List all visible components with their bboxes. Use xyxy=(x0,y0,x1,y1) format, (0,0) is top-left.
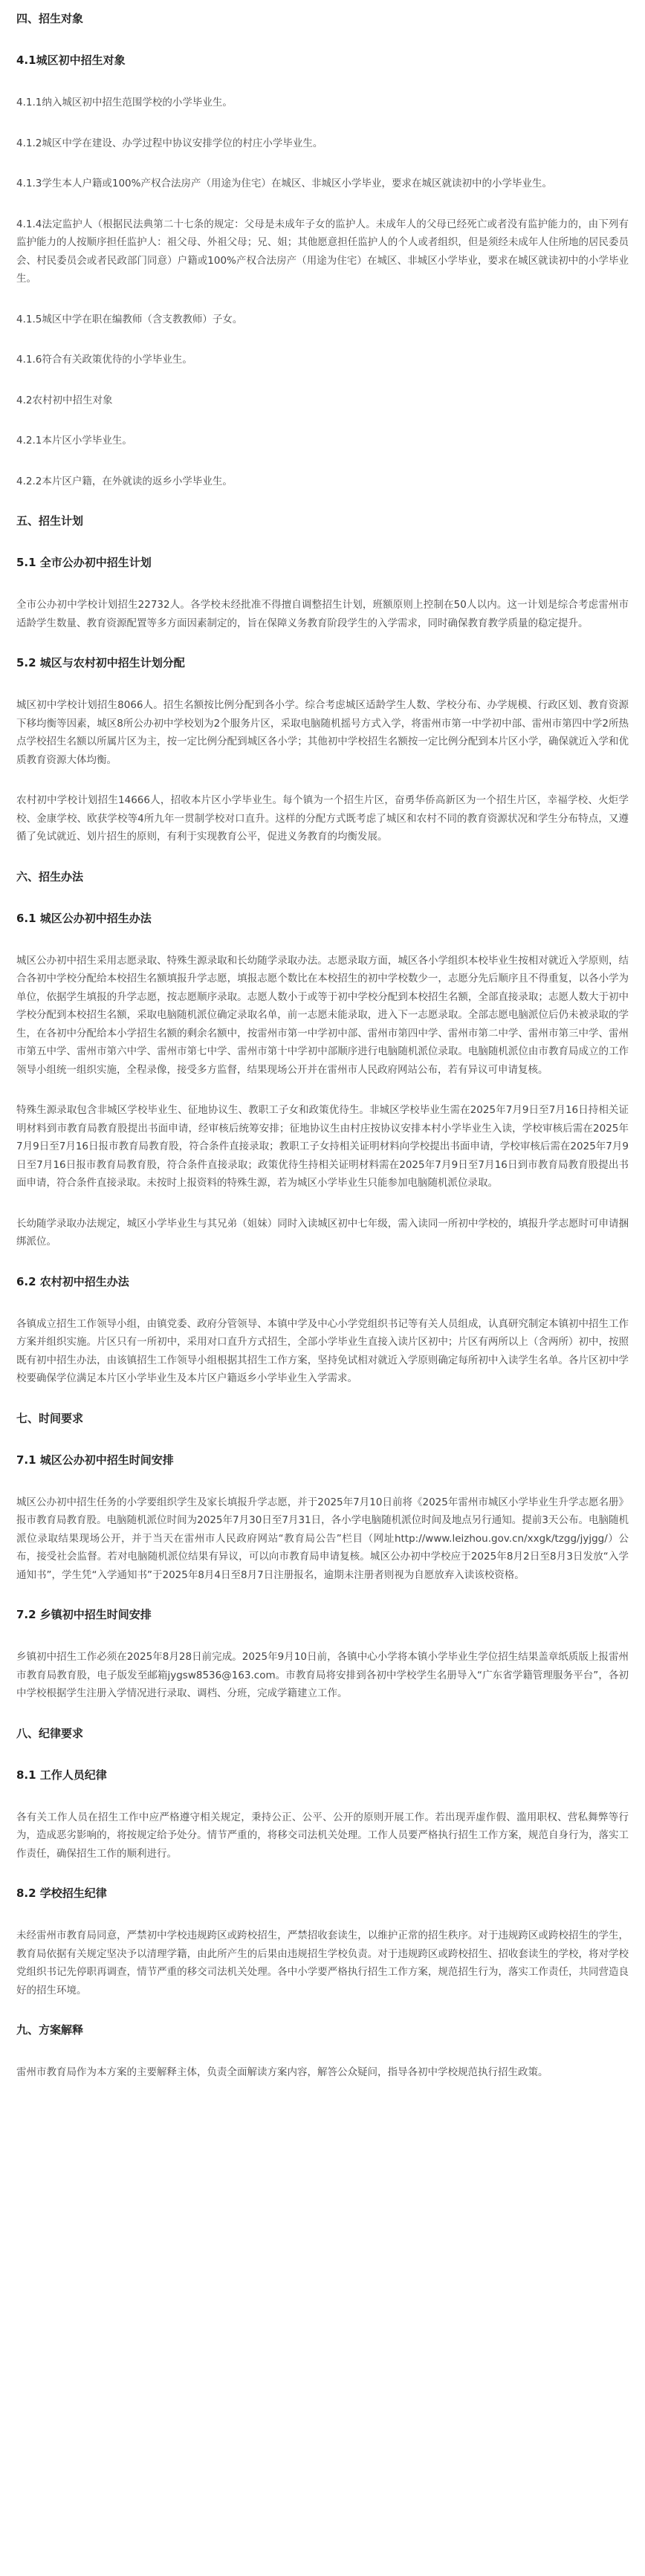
paragraph: 未经雷州市教育局同意，严禁初中学校违规跨区或跨校招生，严禁招收套读生，以维护正常的招生秩序。对于违规跨区或跨校招生的学生，教育局依据有关规定坚决予以清理学籍，由此所产生的后果由违规招生学校负责。对于违规跨区或跨校招生、招收套读生的学校，将对学校党组织书记先停职再调查，情节严重的移交司法机关处理。各中小学要严格执行招生工作方案，规范招生行为，落实工作责任，共同营造良好的招生环境。 xyxy=(16,1930,629,1996)
paragraph: 4.2.1本片区小学毕业生。 xyxy=(16,435,132,447)
paragraph: 各有关工作人员在招生工作中应严格遵守相关规定，秉持公正、公平、公开的原则开展工作。若出现弄虚作假、滥用职权、营私舞弊等行为，造成恶劣影响的，将按规定给予处分。情节严重的，将移交司法机关处理。工作人员要严格执行招生工作方案，规范自身行为，落实工作责任，确保招生工作的顺利进行。 xyxy=(16,1811,629,1860)
paragraph: 4.1.6符合有关政策优待的小学毕业生。 xyxy=(16,354,192,366)
paragraph: 城区公办初中招生任务的小学要组织学生及家长填报升学志愿，并于2025年7月10日前将《2025年雷州市城区小学毕业生升学志愿名册》报市教育局教育股。电脑随机派位时间为2025年7月30日至7月31日，各小学电脑随机派位时间及地点另行通知。提前3天公布。电脑随机派位录取结果现场公开，并于当天在雷州市人民政府网站“教育局公告”栏目（网址http://www.leizhou.gov.cn/xxgk/tzgg/jyjgg/）公布，接受社会监督。若对电脑随机派位结果有异议，可以向市教育局申请复核。城区公办初中学校应于2025年8月2日至8月3日发放“入学通知书”，学生凭“入学通知书”于2025年8月4日至8月7日注册报名，逾期未注册者则视为自愿放弃入读该校资格。 xyxy=(16,1496,629,1581)
section-heading: 5.2 城区与农村初中招生计划分配 xyxy=(16,656,185,669)
paragraph: 城区公办初中招生采用志愿录取、特殊生源录取和长幼随学录取办法。志愿录取方面，城区各小学组织本校毕业生按相对就近入学原则，结合各初中学校分配给本校招生名额填报升学志愿，填报志愿个数比在本校招生的初中学校数少一，志愿分先后顺序且不得重复，以各小学为单位，依据学生填报的升学志愿，按志愿顺序录取。志愿人数小于或等于初中学校分配到本校招生名额，全部直接录取；志愿人数大于初中学校分配到本校招生名额，采取电脑随机派位确定录取名单，前一志愿未能录取，进入下一志愿录取。全部志愿电脑派位后仍未被录取的学生，在各初中分配给本小学招生名额的剩余名额中，按雷州市第一中学初中部、雷州市第四中学、雷州市第二中学、雷州市第三中学、雷州市第五中学、雷州市第六中学、雷州市第七中学、雷州市第十中学初中部顺序进行电脑随机派位录取。电脑随机派位由市教育局成立的工作领导小组统一组织实施，全程录像，接受多方监督，结果现场公开并在雷州市人民政府网站公布，若有异议可申请复核。 xyxy=(16,954,629,1076)
section-heading: 九、方案解释 xyxy=(16,2023,84,2037)
paragraph: 4.2农村初中招生对象 xyxy=(16,394,113,406)
paragraph: 4.1.4法定监护人（根据民法典第二十七条的规定：父母是未成年子女的监护人。未成年人的父母已经死亡或者没有监护能力的，由下列有监护能力的人按顺序担任监护人：祖父母、外祖父母；兄、姐；其他愿意担任监护人的个人或者组织，但是须经未成年人住所地的居民委员会、村民委员会或者民政部门同意）户籍或100%产权合法房产（用途为住宅）在城区、非城区小学毕业，要求在城区就读初中的小学毕业生。 xyxy=(16,218,629,285)
section-heading: 8.2 学校招生纪律 xyxy=(16,1886,107,1900)
section-heading: 八、纪律要求 xyxy=(16,1726,84,1740)
paragraph: 长幼随学录取办法规定，城区小学毕业生与其兄弟（姐妹）同时入读城区初中七年级，需入读同一所初中学校的，填报升学志愿时可申请捆绑派位。 xyxy=(16,1217,629,1248)
paragraph: 4.1.1纳入城区初中招生范围学校的小学毕业生。 xyxy=(16,97,233,108)
paragraph: 全市公办初中学校计划招生22732人。各学校未经批准不得擅自调整招生计划，班额原则上控制在50人以内。这一计划是综合考虑雷州市适龄学生数量、教育资源配置等多方面因素制定的，旨在保障义务教育阶段学生的入学需求，同时确保教育教学质量的稳定提升。 xyxy=(16,599,629,629)
section-heading: 4.1城区初中招生对象 xyxy=(16,53,126,67)
section-heading: 五、招生计划 xyxy=(16,514,84,528)
paragraph: 雷州市教育局作为本方案的主要解释主体，负责全面解读方案内容，解答公众疑问，指导各初中学校规范执行招生政策。 xyxy=(16,2066,548,2078)
section-heading: 7.2 乡镇初中招生时间安排 xyxy=(16,1608,152,1621)
section-heading: 7.1 城区公办初中招生时间安排 xyxy=(16,1453,174,1467)
paragraph: 城区初中学校计划招生8066人。招生名额按比例分配到各小学。综合考虑城区适龄学生人数、学校分布、办学规模、行政区划、教育资源下移均衡等因素，城区8所公办初中学校划为2个服务片区，采取电脑随机摇号方式入学，将雷州市第一中学初中部、雷州市第四中学2所热点学校招生名额以所属片区为主，按一定比例分配到城区各小学；其他初中学校招生名额按一定比例分配到本片区小学，确保就近入学和优质教育资源大体均衡。 xyxy=(16,699,629,766)
paragraph: 各镇成立招生工作领导小组，由镇党委、政府分管领导、本镇中学及中心小学党组织书记等有关人员组成，认真研究制定本镇初中招生工作方案并组织实施。片区只有一所初中，采用对口直升方式招生，全部小学毕业生直接入读片区初中；片区有两所以上（含两所）初中，按照既有初中招生办法，由该镇招生工作领导小组根据其招生工作方案，坚持免试相对就近入学原则确定每所初中入读学生名单。各片区初中学校要确保学位满足本片区小学毕业生及本片区户籍返乡小学毕业生入学需求。 xyxy=(16,1317,629,1384)
paragraph: 乡镇初中招生工作必须在2025年8月28日前完成。2025年9月10日前，各镇中心小学将本镇小学毕业生学位招生结果盖章纸质版上报雷州市教育局教育股，电子版发至邮箱jygsw8536@163.com。市教育局将安排到各初中学校学生名册导入“广东省学籍管理服务平台”，各初中学校根据学生注册入学情况进行录取、调档、分班，完成学籍建立工作。 xyxy=(16,1651,629,1699)
paragraph: 4.1.2城区中学在建设、办学过程中协议安排学位的村庄小学毕业生。 xyxy=(16,137,323,149)
paragraph: 4.1.5城区中学在职在编教师（含支教教师）子女。 xyxy=(16,313,243,325)
paragraph: 农村初中学校计划招生14666人，招收本片区小学毕业生。每个镇为一个招生片区，奋勇华侨高新区为一个招生片区，幸福学校、火炬学校、金康学校、欧获学校等4所九年一贯制学校对口直升。这样的分配方式既考虑了城区和农村不同的教育资源状况和学生分布特点，又遵循了免试就近、划片招生的原则，有利于实现教育公平，促进义务教育的均衡发展。 xyxy=(16,794,629,843)
section-heading: 6.1 城区公办初中招生办法 xyxy=(16,911,152,925)
section-heading: 5.1 全市公办初中招生计划 xyxy=(16,556,152,569)
section-heading: 6.2 农村初中招生办法 xyxy=(16,1274,129,1288)
paragraph: 4.1.3学生本人户籍或100%产权合法房产（用途为住宅）在城区、非城区小学毕业，要求在城区就读初中的小学毕业生。 xyxy=(16,178,552,189)
paragraph: 4.2.2本片区户籍，在外就读的返乡小学毕业生。 xyxy=(16,475,233,487)
section-heading: 六、招生办法 xyxy=(16,869,84,883)
section-heading: 8.1 工作人员纪律 xyxy=(16,1768,107,1782)
paragraph: 特殊生源录取包含非城区学校毕业生、征地协议生、教职工子女和政策优待生。非城区学校毕业生需在2025年7月9日至7月16日持相关证明材料到市教育局教育股提出书面申请，经审核后统筹安排；征地协议生由村庄按协议安排本村小学毕业生入读，学校审核后需在2025年7月9日至7月16日报市教育局教育股，符合条件直接录取；教职工子女持相关证明材料向学校提出书面申请，学校审核后需在2025年7月9日至7月16日报市教育局教育股，符合条件直接录取；政策优待生持相关证明材料需在2025年7月9日至7月16日到市教育局教育股提出书面申请，符合条件直接录取。未按时上报资料的特殊生源，若为城区小学毕业生只能参加电脑随机派位录取。 xyxy=(16,1104,629,1189)
section-heading: 四、招生对象 xyxy=(16,12,84,25)
section-heading: 七、时间要求 xyxy=(16,1411,84,1425)
